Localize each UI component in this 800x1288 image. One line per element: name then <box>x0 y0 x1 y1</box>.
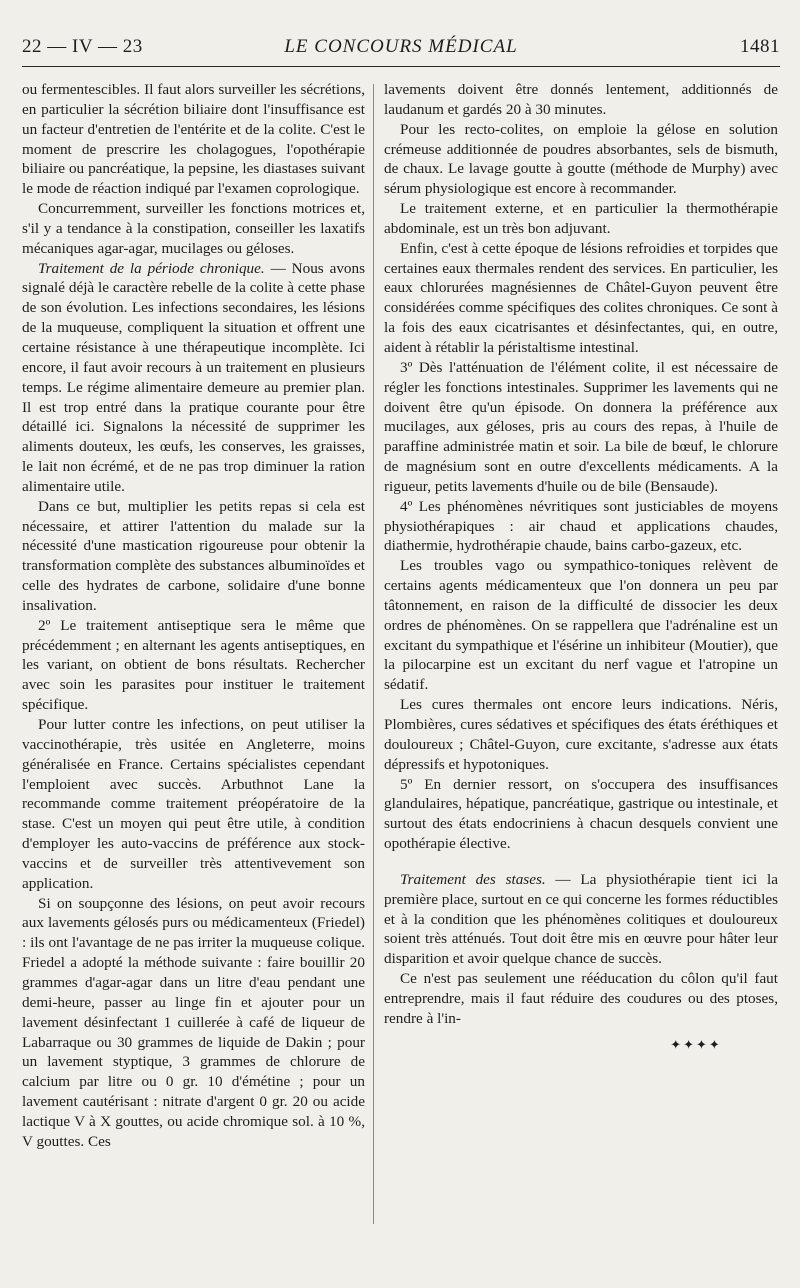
column-rule <box>373 84 374 1224</box>
page-header <box>22 36 780 62</box>
paragraph: 2º Le traitement antiseptique sera le même que précédemment ; en alternant les agents antiseptiques, en les variant, on obtient de bons résultats. Rechercher avec soin les parasites pour instituer le traitement spécifique. <box>22 616 365 714</box>
paragraph: Les troubles vago ou sympathico-toniques relèvent de certains agents médicamenteux que l'on donnera un peu par tâtonnement, en raison de la difficulté de dissocier les deux ordres de phénomènes. On se rappellera que l'adrénaline est un excitant du sympathique et l'ésérine un inhibiteur (Moutier), que la pilocarpine est un excitant du nerf vague et l'atropine un sédatif. <box>384 557 778 694</box>
section-title: Traitement de la période chronique. <box>38 259 265 277</box>
paragraph: Si on soupçonne des lésions, on peut avoir recours aux lavements gélosés purs ou médicamenteux (Friedel) : ils ont l'avantage de ne pas irriter la muqueuse colique. Friedel a adopté la méthode suivante : faire bouillir 20 grammes d'agar-agar dans un litre d'eau pendant une demi-heure, passer au linge fin et ajouter pour un lavement désinfectant 1 cuillerée à café de liqueur de Labarraque ou 30 grammes de liquide de Dakin ; pour un lavement styptique, 3 grammes de chlorure de calcium par litre ou 0 gr. 10 d'émétine ; pour un lavement cautérisant : nitrate d'argent 0 gr. 20 ou acide lactique V à X gouttes, ou acide chromique sol. à 10 %, V gouttes. Ces <box>22 894 365 1150</box>
issue-date: 22 — IV — 23 <box>22 36 143 57</box>
paragraph <box>22 259 365 497</box>
paragraph: 3º Dès l'atténuation de l'élément colite, il est nécessaire de régler les fonctions intestinales. Supprimer les lavements qui ne doivent être qu'un épisode. On donnera la préférence aux mucilages, aux géloses, pris au cours des repas, à l'huile de paraffine administrée matin et soir. La bile de bœuf, le chlorure de magnésium sont en outre d'excellents médicaments. A la rigueur, petits lavements d'huile ou de bile (Bensaude). <box>384 358 778 495</box>
paragraph: Pour les recto-colites, on emploie la gélose en solution crémeuse additionnée de poudres absorbantes, sels de bismuth, de chaux. Le lavage goutte à goutte (méthode de Murphy) avec sérum physiologique est encore à recommander. <box>384 120 778 198</box>
journal-title: LE CONCOURS MÉDICAL <box>284 36 518 57</box>
ornament: ✦✦✦✦ <box>670 1036 722 1052</box>
paragraph: Enfin, c'est à cette époque de lésions refroidies et torpides que certaines eaux thermales rendent des services. En particulier, les eaux chlorurées magnésiennes de Châtel-Guyon peuvent être considérées comme spécifiques des colites chroniques. Ce sont à la fois des eaux cicatrisantes et désinfectantes, qui, en outre, aident à rétablir la péristaltisme intestinal. <box>384 239 778 356</box>
page-number: 1481 <box>740 36 780 57</box>
paragraph: Le traitement externe, et en particulier la thermothérapie abdominale, est un très bon adjuvant. <box>384 200 778 237</box>
paragraph: lavements doivent être donnés lentement, additionnés de laudanum et gardés 20 à 30 minutes. <box>384 81 778 118</box>
header-rule <box>22 66 780 67</box>
paragraph: 5º En dernier ressort, on s'occupera des insuffisances glandulaires, hépatique, pancréatique, gastrique ou intestinale, et surtout des états endocriniens à chacun desquels convient une opothérapie élective. <box>384 775 778 853</box>
section-title: Traitement des stases. <box>400 870 546 888</box>
paragraph-text: — La physiothérapie tient ici la première place, surtout en ce qui concerne les formes réductibles et à la condition que les phénomènes colitiques et douloureux soient très atténués. Tout doit être mis en œuvre pour hâter leur disparition et avoir quelque chance de succès. <box>384 870 778 968</box>
left-column <box>22 80 365 1250</box>
paragraph: Pour lutter contre les infections, on peut utiliser la vaccinothérapie, très usitée en Angleterre, moins généralisée en France. Certains spécialistes cependant l'emploient avec succès. Arbuthnot Lane la recommande comme traitement préopératoire de la stase. C'est un moyen qui peut être utile, à condition d'employer les auto-vaccins de préférence aux stock-vaccins et de surveiller très attentivevement son application. <box>22 716 365 892</box>
paragraph: ou fermentescibles. Il faut alors surveiller les sécrétions, en particulier la sécrétion biliaire dont l'insuffisance est un facteur d'entretien de l'entérite et de la colite. C'est le moment de prescrire les cholagogues, l'opothérapie biliaire ou pancréatique, la pepsine, les diastases suivant le mode de réaction indiqué par l'examen coprologique. <box>22 81 365 198</box>
right-column <box>384 80 778 1250</box>
paragraph: Ce n'est pas seulement une rééducation du côlon qu'il faut entreprendre, mais il faut réduire des coudures ou des ptoses, rendre à l'in- <box>384 970 778 1027</box>
paragraph: Dans ce but, multiplier les petits repas si cela est nécessaire, et attirer l'attention du malade sur la nécessité d'une mastication rigoureuse pour obtenir la transformation complète des substances albuminoïdes et celle des hydrates de carbone, solidaire d'une bonne insalivation. <box>22 497 365 614</box>
paragraph <box>384 870 778 969</box>
paragraph: Concurremment, surveiller les fonctions motrices et, s'il y a tendance à la constipation, conseiller les laxatifs mécaniques agar-agar, mucilages ou géloses. <box>22 200 365 257</box>
paragraph-text: — Nous avons signalé déjà le caractère rebelle de la colite à cette phase de son évolution. Les infections secondaires, les lésions de la muqueuse, compliquent la situation et offrent une certaine résistance à une thérapeutique incomplète. Ici encore, il faut avoir recours à un traitement en plusieurs temps. Le régime alimentaire demeure au premier plan. Il est trop entré dans la pratique courante pour être détaillé ici. Signalons la nécessité de supprimer les aliments douteux, les œufs, les conserves, les graisses, le lait non écrémé, et de ne pas trop diminuer la ration alimentaire utile. <box>22 259 365 495</box>
paragraph: 4º Les phénomènes névritiques sont justiciables de moyens physiothérapiques : air chaud et applications chaudes, diathermie, hydrothérapie chaude, bains carbo-gazeux, etc. <box>384 497 778 555</box>
paragraph: Les cures thermales ont encore leurs indications. Néris, Plombières, cures sédatives et spécifiques des états éréthiques et douloureux ; Châtel-Guyon, cure excitante, s'adresse aux états dépressifs et hypotoniques. <box>384 696 778 773</box>
